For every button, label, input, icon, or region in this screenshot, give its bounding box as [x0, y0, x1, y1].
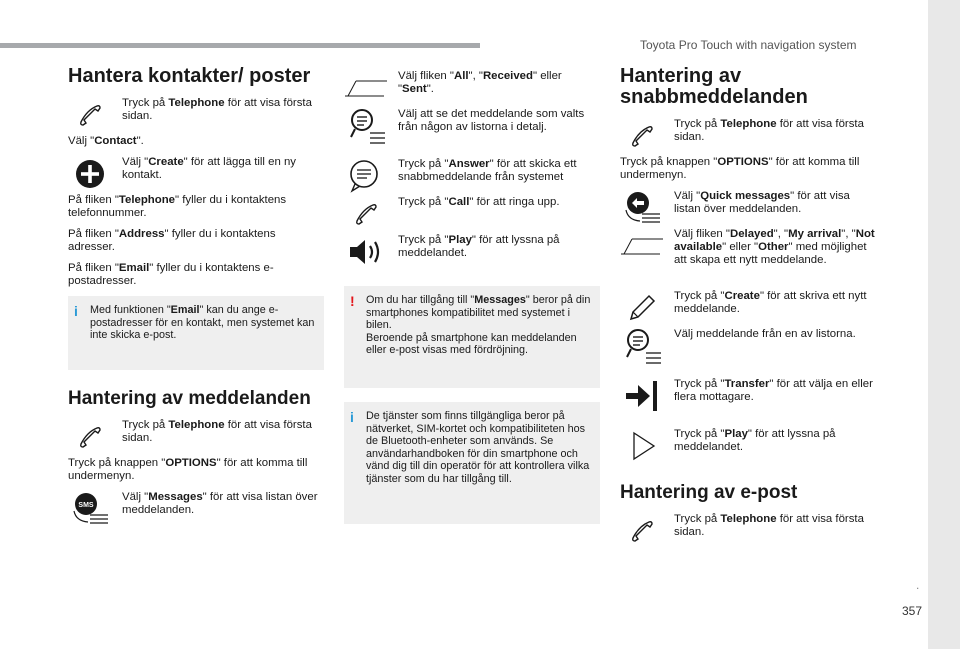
column-contacts [68, 66, 324, 529]
info-note-email: i Med funktionen "Email" kan du ange e-postadresser för en kontakt, men systemet kan inte skicka e-post. [68, 296, 324, 370]
step-email-telephone: Tryck på Telephone för att visa första sidan. [620, 513, 878, 543]
step-quick-options: Tryck på knappen "OPTIONS" för att komma till undermenyn. [620, 156, 860, 181]
step-tabs-all: Välj fliken "All", "Received" eller "Sent". [344, 70, 600, 100]
transfer-arrow-icon [620, 378, 664, 414]
section-title-contacts: Hantera kontakter/ poster [68, 65, 311, 87]
step-quick-telephone: Tryck på Telephone för att visa första sidan. [620, 118, 878, 148]
telephone-handset-icon [68, 97, 112, 133]
message-detail-icon [620, 328, 664, 364]
column-quick-messages [620, 66, 878, 551]
info-icon: i [350, 409, 354, 425]
step-create: Välj "Create" för att lägga till en ny kontakt. [68, 156, 324, 186]
step-tab-telephone: På fliken "Telephone" fyller du i kontaktens telefonnummer. [68, 194, 287, 219]
step-quick-transfer: Tryck på "Transfer" för att välja en eller flera mottagare. [620, 378, 878, 420]
step-call: Tryck på "Call" för att ringa upp. [344, 196, 600, 226]
svg-text:SMS: SMS [78, 502, 94, 509]
quick-message-list-icon [620, 190, 664, 226]
step-tab-email: På fliken "Email" fyller du i kontaktens e-postadresser. [68, 262, 274, 287]
sms-list-icon [68, 491, 112, 527]
step-telephone: Tryck på Telephone för att visa första sidan. [68, 97, 324, 127]
section-title-email: Hantering av e-post [620, 482, 798, 503]
header-rule [0, 43, 480, 48]
info-note-services: i De tjänster som finns tillgängliga beror på nätverket, SIM-kortet och kompatibiliteten hos de Bluetooth-enheter som används. Se användarhandboken för din smartphone och vänd dig till din operatör för att kontrollera vilka tjänster som du har tillgång till. [344, 402, 600, 524]
telephone-handset-icon [344, 196, 388, 232]
info-icon: i [74, 303, 78, 319]
play-icon [620, 428, 664, 464]
step-message-telephone: Tryck på Telephone för att visa första sidan. [68, 419, 324, 449]
step-view-detail: Välj att se det meddelande som valts från någon av listorna i detalj. [344, 108, 600, 150]
section-title-messages: Hantering av meddelanden [68, 388, 311, 409]
step-options: Tryck på knappen "OPTIONS" för att komma till undermenyn. [68, 457, 308, 482]
step-quick-play: Tryck på "Play" för att lyssna på meddelandet. [620, 428, 878, 470]
continuation-dot: . [916, 578, 920, 592]
step-contact: Välj "Contact". [68, 135, 144, 147]
step-play: Tryck på "Play" för att lyssna på meddelandet. [344, 234, 600, 264]
step-quick-messages: Välj "Quick messages" för att visa listan över meddelanden. [620, 190, 878, 220]
column-messages [344, 70, 600, 538]
step-quick-tabs: Välj fliken "Delayed", "My arrival", "Not available" eller "Other" med möjlighet att skapa ett nytt meddelande. [620, 228, 878, 282]
telephone-handset-icon [68, 419, 112, 455]
step-messages: SMS Välj "Messages" för att visa listan över meddelanden. [68, 491, 324, 521]
step-quick-create: Tryck på "Create" för att skriva ett nytt meddelande. [620, 290, 878, 320]
tab-bar-icon [344, 70, 388, 106]
step-answer: Tryck på "Answer" för att skicka ett snabbmeddelande från systemet [344, 158, 600, 188]
step-tab-address: På fliken "Address" fyller du i kontaktens adresser. [68, 228, 276, 253]
warning-icon: ! [350, 293, 355, 309]
page-edge-tab [928, 0, 960, 649]
warning-note-messages: ! Om du har tillgång till "Messages" beror på din smartphones kompatibilitet med systemet i bilen. Beroende på smartphone kan meddelanden eller e-post visas med fördröjning. [344, 286, 600, 388]
telephone-handset-icon [620, 118, 664, 154]
tab-bar-icon [620, 228, 664, 264]
section-title-quick-messages: Hantering av snabbmeddelanden [620, 65, 808, 108]
add-plus-icon [68, 156, 112, 192]
telephone-handset-icon [620, 513, 664, 549]
running-title: Toyota Pro Touch with navigation system [640, 38, 857, 52]
pencil-icon [620, 290, 664, 326]
page-number: 357 [902, 604, 923, 618]
speaker-icon [344, 234, 388, 270]
answer-message-icon [344, 158, 388, 194]
message-detail-icon [344, 108, 388, 144]
step-quick-select: Välj meddelande från en av listorna. [620, 328, 878, 370]
